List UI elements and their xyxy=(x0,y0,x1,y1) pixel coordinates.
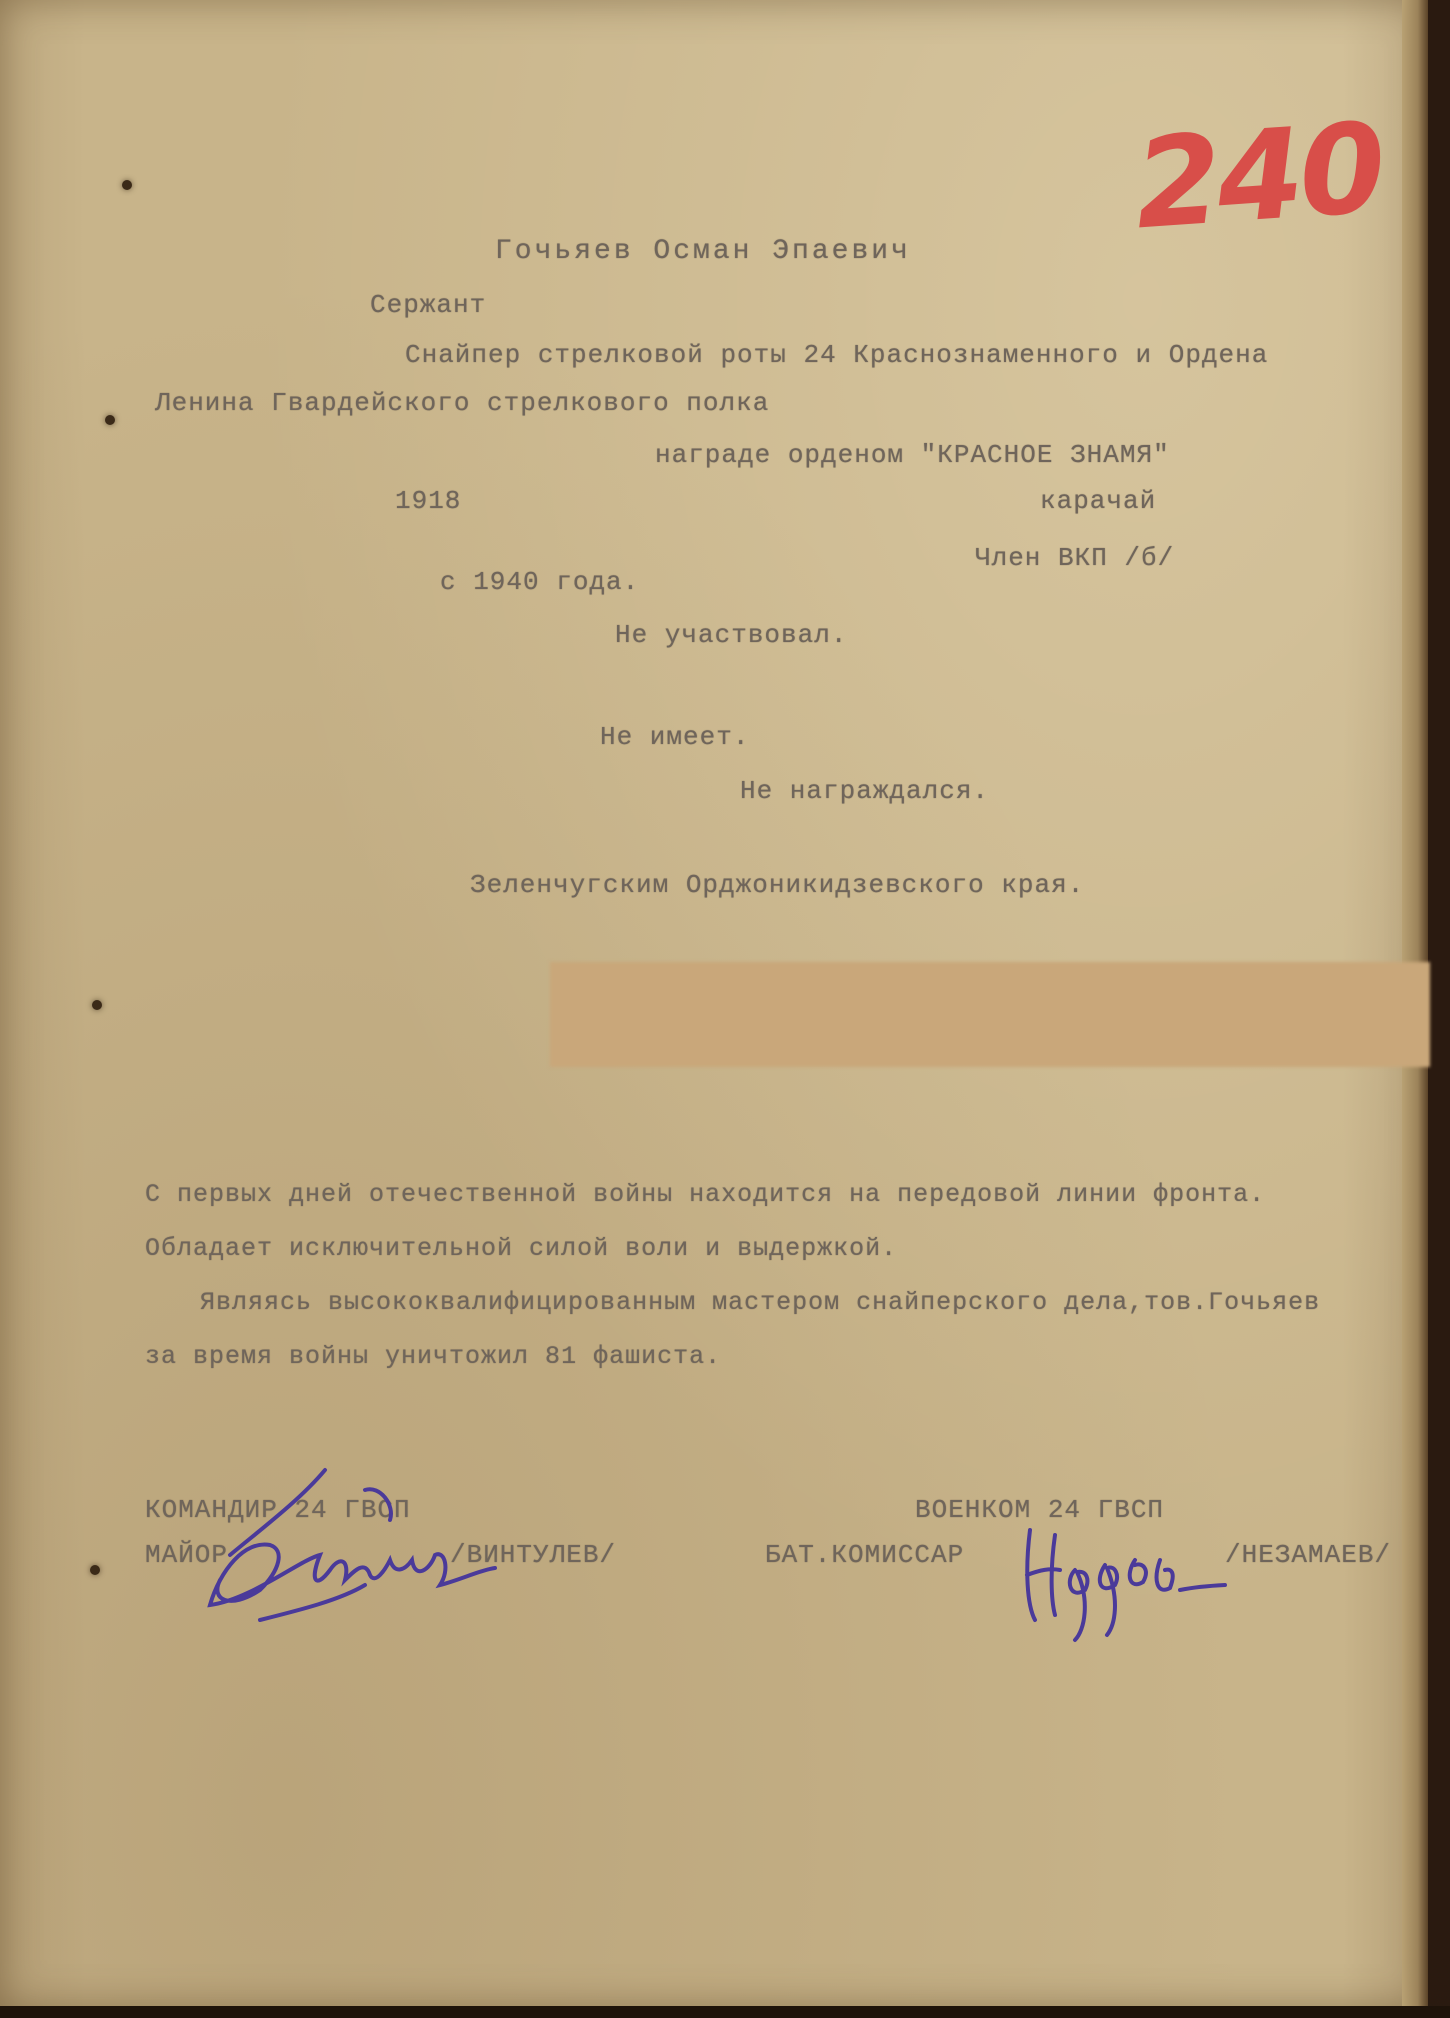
redaction-block xyxy=(550,962,1430,1067)
signature-stroke xyxy=(210,1470,495,1620)
commissar-signature xyxy=(1015,1510,1235,1650)
commander-rank: МАЙОР xyxy=(145,1540,229,1570)
position-line-1: Снайпер стрелковой роты 24 Краснознаменного и Ордена xyxy=(405,340,1269,370)
citation-line-4: за время войны уничтожил 81 фашиста. xyxy=(145,1342,722,1371)
citation-line-2: Обладает исключительной силой воли и выдержкой. xyxy=(145,1234,898,1263)
commander-title: КОМАНДИР 24 ГВСП xyxy=(145,1495,411,1525)
citation-line-1: С первых дней отечественной войны находится на передовой линии фронта. xyxy=(145,1180,1266,1209)
scan-border xyxy=(0,2006,1450,2018)
service-since: с 1940 года. xyxy=(440,567,640,597)
drafted-from: Зеленчугским Орджоникидзевского края. xyxy=(470,870,1085,900)
commissar-title: ВОЕНКОМ 24 ГВСП xyxy=(915,1495,1165,1525)
rank: Сержант xyxy=(370,290,487,320)
binding-hole xyxy=(92,1000,102,1010)
full-name: Гочьяев Осман Эпаевич xyxy=(495,236,911,267)
commander-signature xyxy=(190,1460,510,1630)
prior-awards: Не награждался. xyxy=(740,776,990,806)
commander-name: /ВИНТУЛЕВ/ xyxy=(450,1540,617,1570)
nationality: карачай xyxy=(1040,486,1157,516)
award-title: награде орденом "КРАСНОЕ ЗНАМЯ" xyxy=(655,440,1170,470)
party-membership: Член ВКП /б/ xyxy=(975,543,1175,573)
citation-line-3: Являясь высококвалифицированным мастером снайперского дела,тов.Гочьяев xyxy=(200,1288,1321,1317)
commissar-rank: БАТ.КОМИССАР xyxy=(765,1540,965,1570)
birth-year: 1918 xyxy=(395,486,462,516)
wounds: Не имеет. xyxy=(600,722,750,752)
signature-stroke xyxy=(1027,1530,1225,1640)
binding-hole xyxy=(90,1565,100,1575)
binding-hole xyxy=(105,415,115,425)
archive-page-number: 240 xyxy=(1130,96,1387,258)
binding-hole xyxy=(122,180,132,190)
position-line-2: Ленина Гвардейского стрелкового полка xyxy=(155,388,770,418)
civil-war-participation: Не участвовал. xyxy=(615,620,848,650)
commissar-name: /НЕЗАМАЕВ/ xyxy=(1225,1540,1392,1570)
